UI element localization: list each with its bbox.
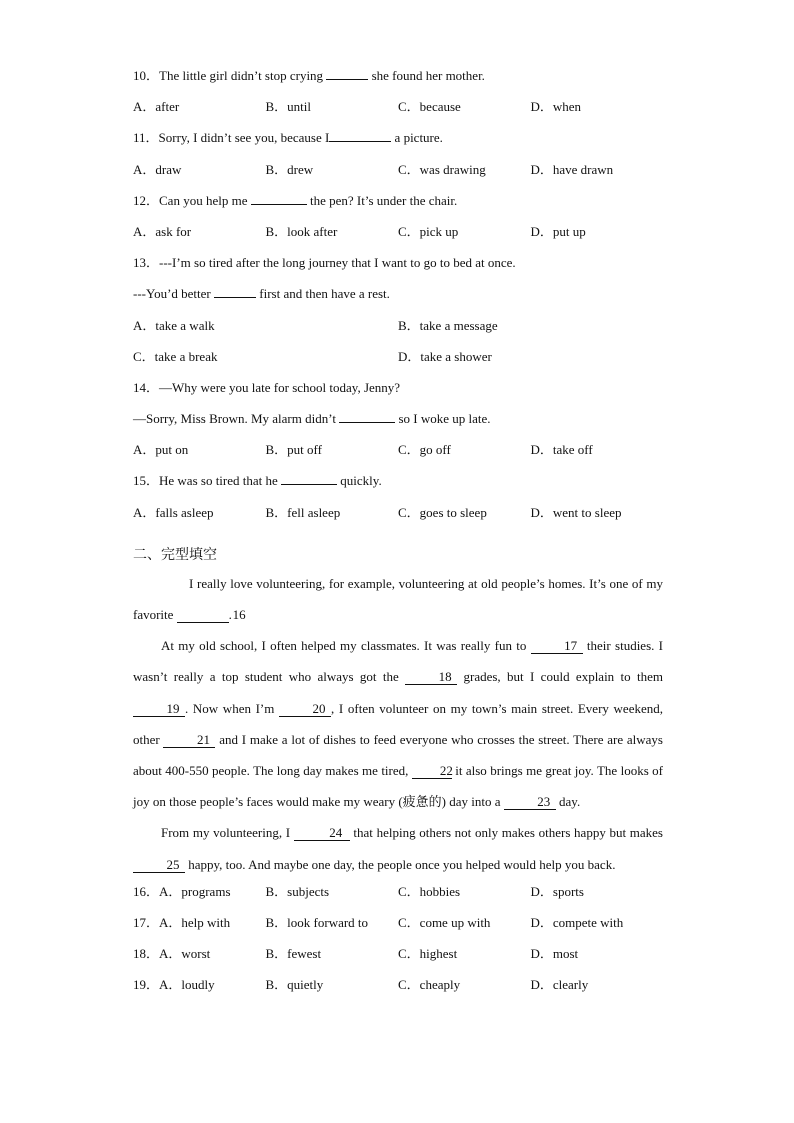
option-c[interactable]: C．pick up <box>398 223 459 239</box>
numbered-blank[interactable]: 18 <box>405 670 457 685</box>
question-11-options <box>133 158 663 189</box>
option-c[interactable]: C．was drawing <box>398 161 486 177</box>
option-b[interactable]: B．put off <box>265 442 322 458</box>
option-c[interactable]: C．come up with <box>398 915 491 931</box>
question-14-options <box>133 438 663 469</box>
answer-blank[interactable] <box>329 127 391 142</box>
option-a[interactable]: 17．A．help with <box>133 915 231 931</box>
passage-paragraph-2: At my old school, I often helped my classmates. It was really fun to 17 their studies. I wasn’t really a top student who always got the 18 grades, but I could explain to them 19 . Now when I’m 20 , I often volunteer on my town’s main street. Every weekend, other 21 and I make a lot of dishes to feed everyone who crosses the street. There are always about 400-550 people. The long day makes me tired, 22 it also brings me great joy. The looks of joy on those people’s faces would make my weary (疲惫的) day into a 23 day. <box>133 638 663 810</box>
numbered-blank[interactable]: 23 <box>504 795 556 810</box>
option-b[interactable]: B．take a message <box>398 317 498 333</box>
numbered-blank[interactable]: 20 <box>279 702 331 717</box>
option-a[interactable]: 19．A．loudly <box>133 977 215 993</box>
option-c[interactable]: C．goes to sleep <box>398 504 487 520</box>
section-title: 二、完型填空 <box>133 546 217 563</box>
question-13-options-row2 <box>133 345 663 376</box>
passage-paragraph-3: From my volunteering, I 24 that helping others not only makes others happy but makes 25 happy, too. And maybe one day, the people once you helped would help you back. <box>133 817 663 879</box>
question-12-options <box>133 220 663 251</box>
cloze-options-16 <box>133 880 663 911</box>
option-d[interactable]: D．went to sleep <box>530 504 622 520</box>
option-a[interactable]: A．draw <box>133 161 182 177</box>
numbered-blank[interactable]: 19 <box>133 702 185 717</box>
numbered-blank[interactable]: 16 <box>177 608 229 623</box>
numbered-blank[interactable]: 21 <box>163 733 215 748</box>
option-a[interactable]: 18．A．worst <box>133 946 211 962</box>
option-d[interactable]: D．when <box>530 99 582 115</box>
question-10-stem: 10．The little girl didn’t stop crying she found her mother. <box>133 64 663 95</box>
question-11-stem: 11．Sorry, I didn’t see you, because I a picture. <box>133 126 663 157</box>
numbered-blank[interactable]: 24 <box>294 826 350 841</box>
question-13-response: ---You’d better first and then have a rest. <box>133 282 663 313</box>
passage-paragraph-1: I really love volunteering, for example, volunteering at old people’s homes. It’s one of my favorite 16. <box>133 575 663 623</box>
option-d[interactable]: D．most <box>530 946 579 962</box>
option-d[interactable]: D．take a shower <box>398 348 492 364</box>
option-b[interactable]: B．until <box>265 99 312 115</box>
option-d[interactable]: D．have drawn <box>530 161 614 177</box>
option-d[interactable]: D．clearly <box>530 977 589 993</box>
option-a[interactable]: A．after <box>133 99 180 115</box>
answer-blank[interactable] <box>251 190 307 205</box>
question-13-stem: 13．---I’m so tired after the long journey that I want to go to bed at once. <box>133 255 516 271</box>
question-14-response: —Sorry, Miss Brown. My alarm didn’t so I woke up late. <box>133 407 663 438</box>
option-a[interactable]: A．ask for <box>133 223 192 239</box>
numbered-blank[interactable]: 22 <box>412 764 452 779</box>
question-13-options-row1 <box>133 314 663 345</box>
cloze-options-18 <box>133 942 663 973</box>
answer-blank[interactable] <box>326 65 368 80</box>
option-c[interactable]: C．take a break <box>133 348 218 364</box>
option-a[interactable]: A．take a walk <box>133 317 215 333</box>
answer-blank[interactable] <box>214 283 256 298</box>
option-b[interactable]: B．look after <box>265 223 338 239</box>
question-12-stem: 12．Can you help me the pen? It’s under the chair. <box>133 189 663 220</box>
option-b[interactable]: B．quietly <box>265 977 324 993</box>
numbered-blank[interactable]: 25 <box>133 858 185 873</box>
option-b[interactable]: B．fell asleep <box>265 504 341 520</box>
option-d[interactable]: D．take off <box>530 442 593 458</box>
question-10-options <box>133 95 663 126</box>
option-b[interactable]: B．subjects <box>265 883 330 899</box>
cloze-options-19 <box>133 973 663 1004</box>
option-a[interactable]: 16．A．programs <box>133 883 231 899</box>
option-c[interactable]: C．highest <box>398 946 458 962</box>
option-b[interactable]: B．look forward to <box>265 915 369 931</box>
option-c[interactable]: C．cheaply <box>398 977 461 993</box>
question-14-stem: 14．—Why were you late for school today, Jenny? <box>133 379 401 395</box>
answer-blank[interactable] <box>339 408 395 423</box>
question-15-options <box>133 501 663 532</box>
question-15-stem: 15．He was so tired that he quickly. <box>133 469 663 500</box>
cloze-options-17 <box>133 911 663 942</box>
option-b[interactable]: B．drew <box>265 161 314 177</box>
option-b[interactable]: B．fewest <box>265 946 322 962</box>
worksheet-page <box>133 64 663 1005</box>
option-a[interactable]: A．falls asleep <box>133 504 214 520</box>
answer-blank[interactable] <box>281 470 337 485</box>
numbered-blank[interactable]: 17 <box>531 639 583 654</box>
option-c[interactable]: C．hobbies <box>398 883 461 899</box>
option-d[interactable]: D．sports <box>530 883 584 899</box>
option-a[interactable]: A．put on <box>133 442 189 458</box>
option-d[interactable]: D．compete with <box>530 915 624 931</box>
option-c[interactable]: C．because <box>398 99 461 115</box>
option-d[interactable]: D．put up <box>530 223 586 239</box>
cloze-passage <box>133 568 663 880</box>
option-c[interactable]: C．go off <box>398 442 451 458</box>
